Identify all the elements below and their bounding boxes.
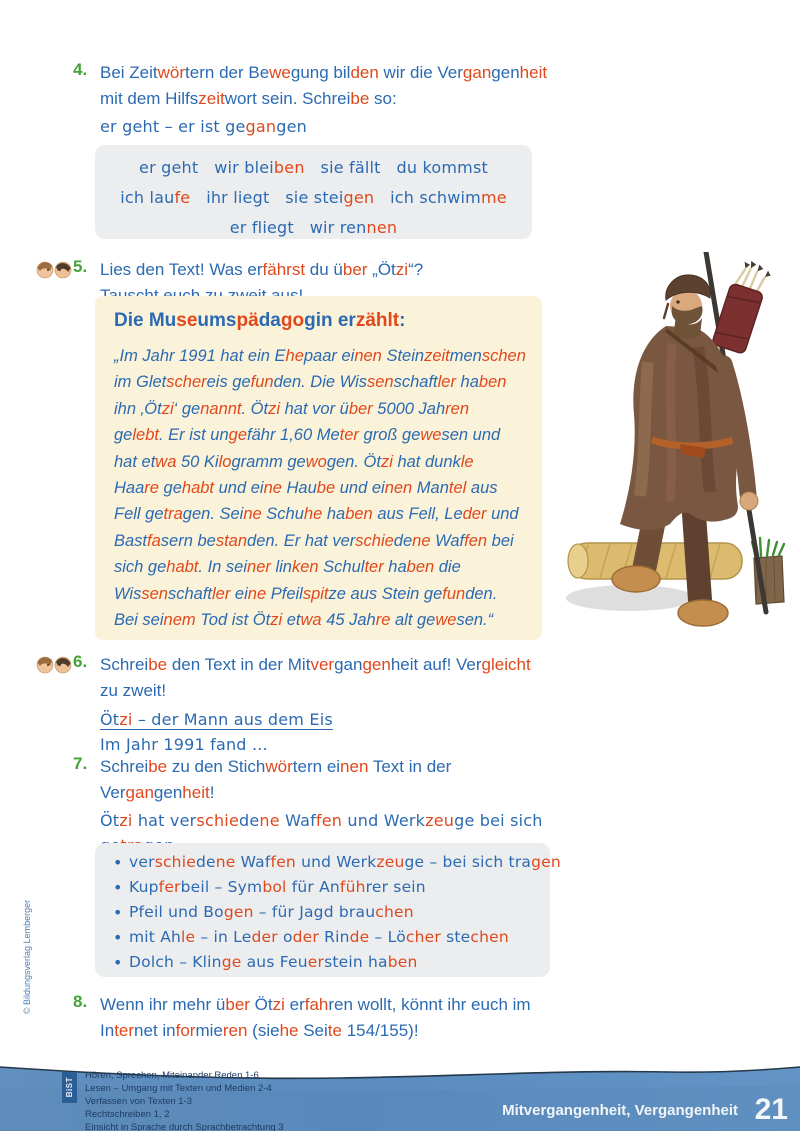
museum-text-line: ihn ‚Ötzi‘ genannt. Ötzi hat vor über 5000 Jahren	[114, 399, 470, 418]
right-boot	[678, 600, 728, 626]
museum-text-line: Wissenschaftler eine Pfeilspitze aus Stein gefunden.	[114, 584, 498, 603]
exercise-number: 7.	[73, 754, 88, 773]
footer-topic: Mitvergangenheit, Vergangenheit	[502, 1102, 738, 1119]
exercise-4	[73, 60, 548, 139]
exercise-number: 5.	[73, 257, 88, 276]
instruction-line: Internet informieren (siehe Seite 154/155)!	[100, 1021, 419, 1040]
standard-line: Verfassen von Texten 1-3	[85, 1096, 193, 1107]
keyword-bullet: • Pfeil und Bogen – für Jagd brauchen	[109, 900, 550, 925]
copyright-vertical: © Bildungsverlag Lemberger	[22, 899, 32, 1015]
example-line: Ötzi hat verschiedene Waffen und Werkzeuge bei sich	[100, 811, 543, 830]
standard-line: Lesen – Umgang mit Texten und Medien 2-4	[85, 1083, 272, 1094]
museum-text-line: Bastfasern bestanden. Er hat verschiedene Waffen bei	[114, 531, 514, 550]
exercise-number: 8.	[73, 992, 88, 1011]
museum-box-title: Die Museumspädagogin erzählt:	[114, 310, 406, 331]
keyword-bullet: • verschiedene Waffen und Werkzeuge – bei sich tragen	[109, 850, 550, 875]
examples-box-line: er geht wir bleiben sie fällt du kommst	[139, 158, 488, 177]
keyword-bullet: • Dolch – Klinge aus Feuerstein haben	[109, 950, 550, 975]
examples-box-line: er fliegt wir rennen	[229, 218, 398, 237]
museum-text-line: gelebt. Er ist ungefähr 1,60 Meter groß gewesen und	[114, 426, 501, 445]
footer	[0, 1061, 800, 1131]
instruction-line: Schreibe den Text in der Mitvergangenheit auf! Vergleicht	[100, 655, 531, 674]
standard-line: Einsicht in Sprache durch Sprachbetrachtung 3	[85, 1122, 284, 1131]
exercise-number: 4.	[73, 60, 88, 79]
quiver	[712, 257, 773, 354]
museum-text-line: sich gehabt. In seiner linken Schulter haben die	[114, 558, 461, 577]
partner-work-icon	[36, 653, 72, 675]
left-boot	[612, 566, 660, 592]
bist-standards	[85, 1069, 284, 1131]
instruction-line: Vergangenheit!	[100, 783, 215, 802]
instruction-line: mit dem Hilfszeitwort sein. Schreibe so:	[100, 89, 397, 108]
example-line: Im Jahr 1991 fand ...	[100, 735, 268, 754]
right-leg	[694, 514, 700, 600]
page-number: 21	[754, 1093, 788, 1126]
partner-work-icon	[36, 258, 72, 280]
examples-box-line: ich laufe ihr liegt sie steigen ich schwimme	[120, 188, 507, 207]
standard-line: Hören, Sprechen, Miteinander Reden 1-6	[85, 1070, 259, 1081]
instruction-line: Lies den Text! Was erfährst du über „Ötzi“?	[100, 260, 424, 279]
examples-box	[95, 145, 532, 239]
museum-story-box	[95, 296, 542, 640]
exercise-number: 6.	[73, 652, 88, 671]
title-line: Ötzi – der Mann aus dem Eis	[100, 710, 333, 729]
museum-text-line: Fell getragen. Seine Schuhe haben aus Fell, Leder und	[114, 505, 519, 524]
museum-text-line: Bei seinem Tod ist Ötzi etwa 45 Jahre alt gewesen.“	[114, 611, 494, 630]
keyword-bullet: • mit Ahle – in Leder oder Rinde – Löcher stechen	[109, 925, 550, 950]
exercise-6	[73, 652, 531, 757]
instruction-line: zu zweit!	[100, 681, 167, 700]
keywords-box	[95, 843, 561, 977]
exercise-8	[73, 992, 531, 1044]
museum-box-text	[114, 343, 542, 633]
example-line: er geht – er ist gegangen	[100, 117, 307, 136]
keyword-bullet: • Kupferbeil – Symbol für Anführer sein	[109, 875, 550, 900]
oetzi-illustration	[548, 252, 800, 642]
instruction-line: Schreibe zu den Stichwörtern einen Text in der	[100, 757, 452, 776]
bist-badge: BiST	[62, 1072, 77, 1103]
standard-line: Rechtschreiben 1, 2	[85, 1109, 170, 1120]
instruction-line: Wenn ihr mehr über Ötzi erfahren wollt, könnt ihr euch im	[100, 995, 531, 1014]
museum-text-line: „Im Jahr 1991 hat ein Ehepaar einen Steinzeitmenschen	[114, 347, 526, 365]
museum-text-line: im Gletschereis gefunden. Die Wissenschaftler haben	[114, 373, 507, 392]
museum-text-line: hat etwa 50 Kilogramm gewogen. Ötzi hat dunkle	[114, 452, 474, 471]
museum-text-line: Haare gehabt und eine Haube und einen Mantel aus	[114, 479, 498, 498]
instruction-line: Bei Zeitwörtern der Bewegung bilden wir die Vergangenheit	[100, 63, 548, 82]
